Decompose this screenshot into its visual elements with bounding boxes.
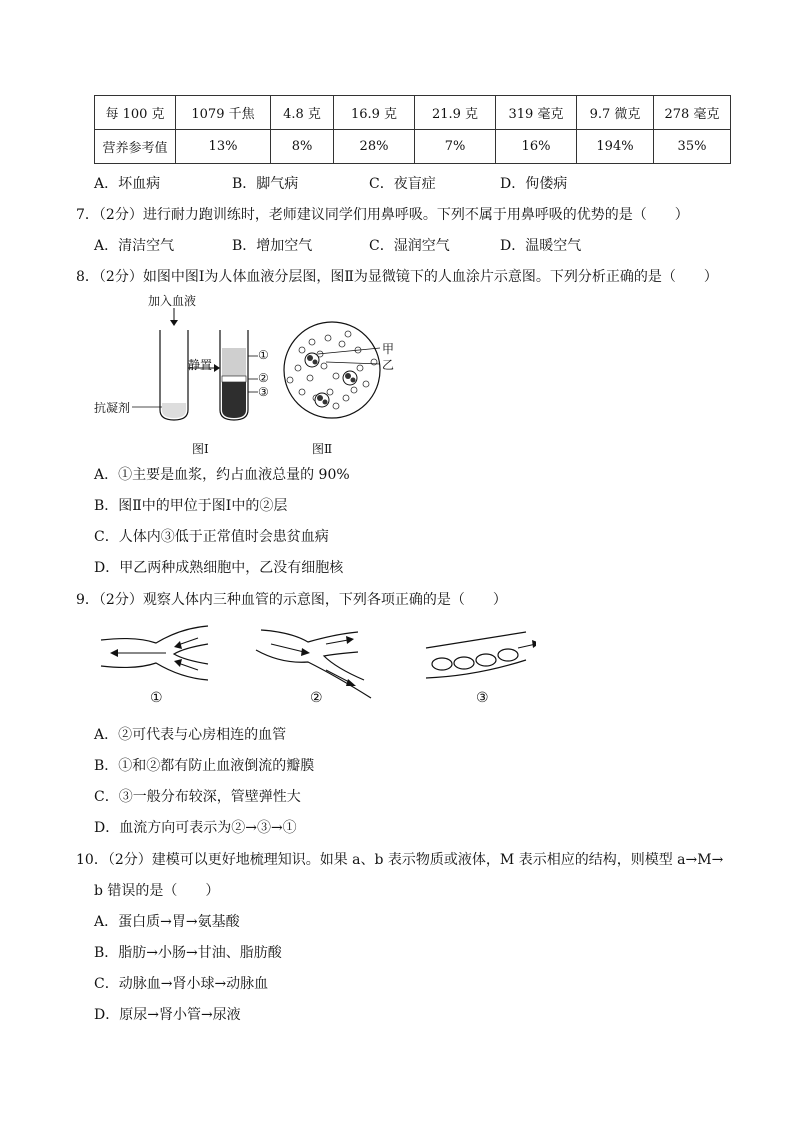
table-cell: 21.9 克 bbox=[415, 96, 496, 130]
q10-option-b: B．脂肪→小肠→甘油、脂肪酸 bbox=[94, 945, 282, 961]
q9-option-c: C．③一般分布较深，管壁弹性大 bbox=[94, 789, 301, 805]
table-cell: 28% bbox=[334, 130, 415, 164]
plasma-layer bbox=[222, 348, 246, 376]
table-cell: 1079 千焦 bbox=[176, 96, 271, 130]
table-cell: 8% bbox=[271, 130, 334, 164]
rbc-layer bbox=[222, 382, 246, 418]
q7-option-a: A．清洁空气 bbox=[94, 238, 175, 254]
table-cell: 每 100 克 bbox=[95, 96, 176, 130]
table-row bbox=[95, 96, 731, 130]
table-cell: 9.7 微克 bbox=[577, 96, 654, 130]
table-cell: 319 毫克 bbox=[496, 96, 577, 130]
q8-option-b: B．图Ⅱ中的甲位于图Ⅰ中的②层 bbox=[94, 498, 288, 514]
table-cell: 4.8 克 bbox=[271, 96, 334, 130]
q8-option-d: D．甲乙两种成熟细胞中，乙没有细胞核 bbox=[94, 560, 344, 576]
fig2-caption: 图Ⅱ bbox=[312, 442, 333, 456]
table-cell: 16% bbox=[496, 130, 577, 164]
anticoagulant-label: 抗凝剂 bbox=[94, 401, 131, 415]
q10-stem-line2: b 错误的是（ ） bbox=[94, 883, 220, 899]
q7-stem: 7．（2分）进行耐力跑训练时，老师建议同学们用鼻呼吸。下列不属于用鼻呼吸的优势的是（ ） bbox=[76, 207, 689, 223]
yi-label: 乙 bbox=[382, 358, 395, 372]
q8-option-c: C．人体内③低于正常值时会患贫血病 bbox=[94, 529, 329, 545]
table-cell: 194% bbox=[577, 130, 654, 164]
blood-smear-circle bbox=[284, 322, 380, 418]
q10-option-a: A．蛋白质→胃→氨基酸 bbox=[94, 914, 240, 930]
table-cell: 7% bbox=[415, 130, 496, 164]
vessel-2 bbox=[256, 630, 371, 698]
nutrition-table bbox=[94, 95, 731, 164]
vessel-1-label: ① bbox=[150, 690, 163, 706]
table-cell: 278 毫克 bbox=[654, 96, 731, 130]
table-cell: 13% bbox=[176, 130, 271, 164]
buffy-layer bbox=[222, 376, 246, 382]
q7-option-d: D．温暖空气 bbox=[500, 238, 582, 254]
q9-stem: 9．（2分）观察人体内三种血管的示意图，下列各项正确的是（ ） bbox=[76, 592, 507, 608]
q9-option-a: A．②可代表与心房相连的血管 bbox=[94, 727, 287, 743]
table-cell: 16.9 克 bbox=[334, 96, 415, 130]
table-cell: 营养参考值 bbox=[95, 130, 176, 164]
fig1-caption: 图Ⅰ bbox=[192, 442, 209, 456]
q7-option-c: C．湿润空气 bbox=[369, 238, 450, 254]
layer3-label: ③ bbox=[258, 385, 269, 399]
vessel-3-label: ③ bbox=[476, 690, 489, 706]
table-cell: 35% bbox=[654, 130, 731, 164]
q9-option-b: B．①和②都有防止血液倒流的瓣膜 bbox=[94, 758, 315, 774]
layer2-label: ② bbox=[258, 371, 269, 385]
vessel-2-label: ② bbox=[310, 690, 323, 706]
table-row bbox=[95, 130, 731, 164]
q6-option-a: A．坏血病 bbox=[94, 176, 161, 192]
still-label: 静置 bbox=[188, 358, 213, 372]
layer1-label: ① bbox=[258, 348, 269, 362]
q8-stem: 8．（2分）如图中图Ⅰ为人体血液分层图，图Ⅱ为显微镜下的人血涂片示意图。下列分析正确的是（ ） bbox=[76, 269, 718, 285]
q10-option-c: C．动脉血→肾小球→动脉血 bbox=[94, 976, 269, 992]
jia-label: 甲 bbox=[382, 342, 395, 356]
q10-option-d: D．原尿→肾小管→尿液 bbox=[94, 1007, 241, 1023]
q6-option-d: D．佝偻病 bbox=[500, 176, 568, 192]
q6-option-b: B．脚气病 bbox=[232, 176, 299, 192]
vessel-3 bbox=[426, 632, 536, 678]
q8-option-a: A．①主要是血浆，约占血液总量的 90% bbox=[94, 467, 350, 483]
q10-stem-line1: 10．（2分）建模可以更好地梳理知识。如果 a、b 表示物质或液体，M 表示相应的结构，则模型 a→M→ bbox=[76, 852, 724, 868]
q7-option-b: B．增加空气 bbox=[232, 238, 313, 254]
q6-option-c: C．夜盲症 bbox=[369, 176, 436, 192]
add-blood-label: 加入血液 bbox=[148, 294, 197, 308]
q9-option-d: D．血流方向可表示为②→③→① bbox=[94, 820, 297, 836]
